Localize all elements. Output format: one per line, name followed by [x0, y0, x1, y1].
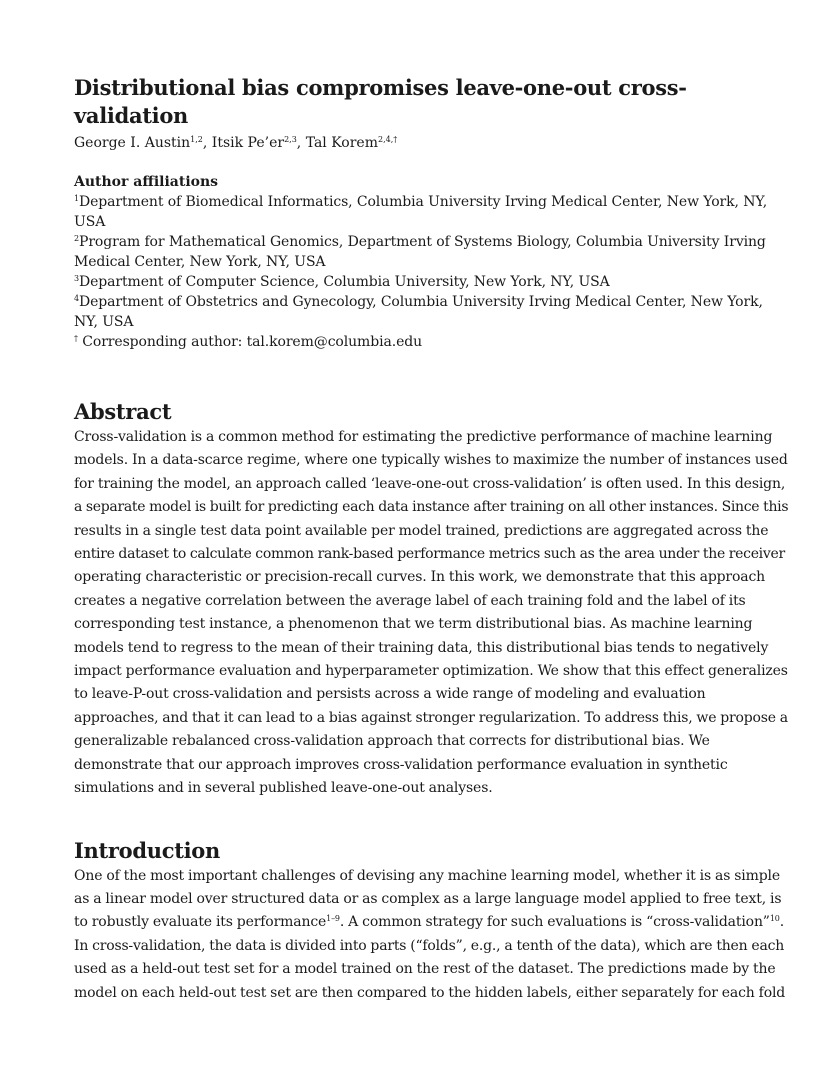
- affiliation-text: Medical Center, New York, NY, USA: [74, 254, 326, 270]
- abstract-line: generalizable rebalanced cross-validation approach that corrects for distributional bias. We: [74, 733, 710, 750]
- abstract-line: models. In a data-scarce regime, where one typically wishes to maximize the number of instances used: [74, 452, 788, 469]
- introduction-text: model on each held-out test set are then compared to the hidden labels, either separately for each fold: [74, 984, 786, 1001]
- abstract-line: to leave-P-out cross-validation and persists across a wide range of modeling and evaluation: [74, 686, 706, 703]
- abstract-body: [74, 426, 789, 801]
- abstract-line: models tend to regress to the mean of their training data, this distributional bias tends to negatively: [74, 639, 769, 656]
- abstract-line: demonstrate that our approach improves cross-validation performance evaluation in synthetic: [74, 756, 728, 773]
- introduction-body: [74, 865, 786, 1005]
- introduction-text: In cross-validation, the data is divided into parts (“folds”, e.g., a tenth of the data), which are then each: [74, 937, 785, 954]
- abstract-line: results in a single test data point available per model trained, predictions are aggregated across the: [74, 522, 769, 539]
- affiliation-2: [74, 232, 766, 272]
- author-1: [74, 135, 212, 151]
- citation-marker: 1–9: [326, 914, 340, 924]
- affiliations-list: [74, 192, 768, 352]
- introduction-text: .: [779, 914, 785, 931]
- abstract-heading: Abstract: [74, 399, 172, 424]
- affiliation-4: [74, 292, 762, 332]
- affiliation-text: USA: [74, 214, 106, 230]
- introduction-line: [74, 888, 782, 911]
- abstract-line: a separate model is built for predicting each data instance after training on all other instances. Since this: [74, 499, 789, 516]
- citation-marker: 10: [769, 914, 780, 924]
- affiliation-marker: †: [74, 334, 78, 343]
- author-name: Tal Korem: [305, 135, 378, 151]
- abstract-line: entire dataset to calculate common rank-based performance metrics such as the area under the receiver: [74, 546, 785, 563]
- abstract-line: for training the model, an approach called ‘leave-one-out cross-validation’ is often used. In this design,: [74, 475, 786, 492]
- corresponding-author-text: Corresponding author: tal.korem@columbia.edu: [82, 334, 423, 350]
- introduction-line: [74, 865, 781, 888]
- author-affiliation-marker: 1,2: [190, 135, 203, 144]
- abstract-line: simulations and in several published leave-one-out analyses.: [74, 780, 493, 797]
- affiliation-marker: 4: [74, 294, 79, 303]
- affiliation-text: Department of Computer Science, Columbia University, New York, NY, USA: [79, 274, 610, 290]
- affiliation-text: Department of Biomedical Informatics, Columbia University Irving Medical Center, New York, NY,: [79, 194, 768, 210]
- introduction-text: used as a held-out test set for a model trained on the rest of the dataset. The predictions made by the: [74, 961, 776, 978]
- abstract-line: Cross-validation is a common method for estimating the predictive performance of machine learning: [74, 429, 773, 445]
- author-affiliation-marker: 2,4,†: [378, 135, 398, 144]
- affiliation-marker: 3: [74, 274, 79, 283]
- author-3: [306, 135, 398, 151]
- author-name: George I. Austin: [74, 135, 191, 151]
- abstract-line: corresponding test instance, a phenomenon that we term distributional bias. As machine learning: [74, 616, 753, 633]
- author-list: [74, 134, 762, 152]
- author-separator: ,: [202, 135, 212, 151]
- introduction-text: One of the most important challenges of devising any machine learning model, whether it is as simple: [74, 867, 781, 884]
- abstract-line: operating characteristic or precision-recall curves. In this work, we demonstrate that this approach: [74, 569, 766, 586]
- affiliation-marker: 1: [74, 194, 79, 203]
- author-affiliation-marker: 2,3: [284, 135, 297, 144]
- introduction-line: [74, 982, 786, 1005]
- affiliation-text: NY, USA: [74, 314, 134, 330]
- corresponding-author: [74, 332, 762, 352]
- affiliation-text: Department of Obstetrics and Gynecology, Columbia University Irving Medical Center, New York,: [79, 294, 763, 310]
- introduction-heading: Introduction: [74, 837, 220, 863]
- affiliation-1: [74, 192, 768, 232]
- affiliation-marker: 2: [74, 234, 79, 243]
- introduction-text: . A common strategy for such evaluations is “cross-validation”: [339, 914, 770, 931]
- author-name: Itsik Pe’er: [211, 135, 285, 151]
- introduction-line: [74, 935, 785, 958]
- introduction-line: [74, 958, 776, 981]
- author-2: [212, 135, 306, 151]
- affiliation-3: [74, 272, 762, 292]
- author-separator: ,: [296, 135, 306, 151]
- abstract-line: creates a negative correlation between the average label of each training fold and the label of its: [74, 592, 746, 609]
- introduction-text: to robustly evaluate its performance: [74, 914, 327, 931]
- affiliations-heading: Author affiliations: [74, 174, 219, 190]
- introduction-text: as a linear model over structured data or as complex as a large language model applied to free text, is: [74, 890, 782, 907]
- abstract-line: approaches, and that it can lead to a bias against stronger regularization. To address this, we propose a: [74, 709, 788, 726]
- abstract-line: impact performance evaluation and hyperparameter optimization. We show that this effect generalizes: [74, 663, 788, 680]
- paper-title: Distributional bias compromises leave-one-out cross-validation: [74, 75, 687, 128]
- affiliation-text: Program for Mathematical Genomics, Department of Systems Biology, Columbia University Irving: [79, 234, 766, 250]
- introduction-line: [74, 911, 785, 934]
